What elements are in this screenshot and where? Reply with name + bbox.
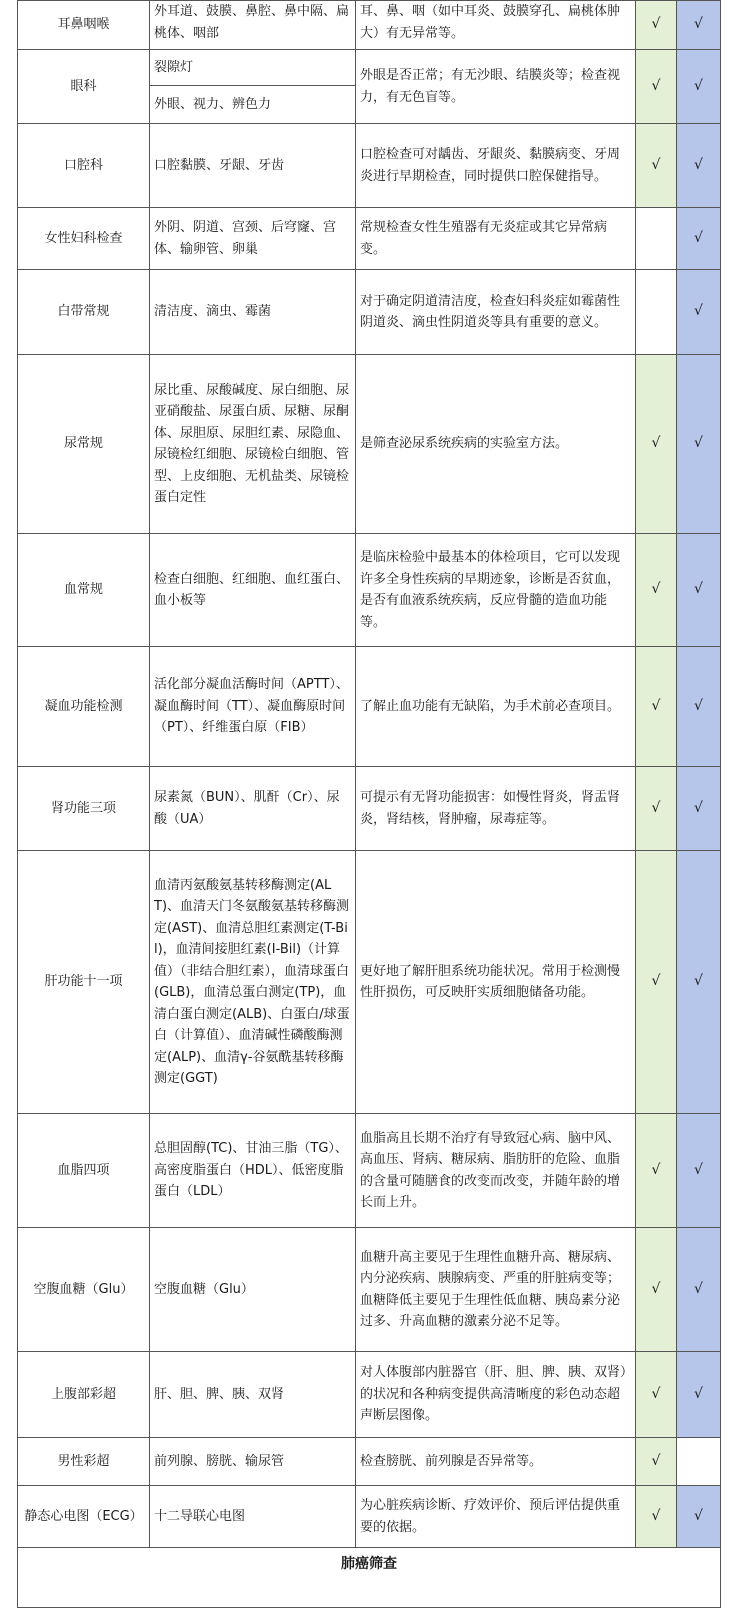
table-row [18,1486,721,1548]
item-content: 检查白细胞、红细胞、血红蛋白、血小板等 [150,534,356,647]
item-content: 外阴、阴道、宫颈、后穹窿、宫体、输卵管、卵巢 [150,208,356,270]
item-name: 肾功能三项 [18,767,150,851]
item-content: 十二导联心电图 [150,1486,356,1548]
check-female: √ [677,534,721,647]
item-description: 对于确定阴道清洁度，检查妇科炎症如霉菌性阴道炎、滴虫性阴道炎等具有重要的意义。 [356,270,636,355]
item-name: 血常规 [18,534,150,647]
item-content: 空腹血糖（Glu） [150,1228,356,1352]
check-female: √ [677,1,721,50]
item-description: 更好地了解肝胆系统功能状况。常用于检测慢性肝损伤，可反映肝实质细胞储备功能。 [356,851,636,1114]
item-description: 对人体腹部内脏器官（肝、胆、脾、胰、双肾）的状况和各种病变提供高清晰度的彩色动态超声断层图像。 [356,1352,636,1438]
check-male: √ [636,1114,677,1228]
item-description: 了解止血功能有无缺陷，为手术前必查项目。 [356,647,636,767]
item-content: 活化部分凝血活酶时间（APTT）、凝血酶时间（TT）、凝血酶原时间（PT）、纤维蛋白原（FIB） [150,647,356,767]
item-content: 前列腺、膀胱、输尿管 [150,1438,356,1486]
check-female: √ [677,1352,721,1438]
table-row [18,270,721,355]
table-row [18,1352,721,1438]
check-female: √ [677,767,721,851]
check-male: √ [636,1352,677,1438]
check-male: √ [636,355,677,534]
table-row [18,208,721,270]
item-name: 女性妇科检查 [18,208,150,270]
item-content: 外眼、视力、辨色力 [150,86,356,124]
table-row [18,355,721,534]
table-row [18,767,721,851]
table-row [18,124,721,208]
check-male: √ [636,1486,677,1548]
check-female: √ [677,208,721,270]
item-description: 耳、鼻、咽（如中耳炎、鼓膜穿孔、扁桃体肿大）有无异常等。 [356,1,636,50]
item-content: 总胆固醇(TC)、甘油三脂（TG）、高密度脂蛋白（HDL）、低密度脂蛋白（LDL） [150,1114,356,1228]
check-female: √ [677,355,721,534]
item-description: 外眼是否正常；有无沙眼、结膜炎等；检查视力，有无色盲等。 [356,50,636,124]
item-content: 裂隙灯 [150,50,356,86]
check-male: √ [636,124,677,208]
check-male: √ [636,767,677,851]
item-name: 耳鼻咽喉 [18,1,150,50]
item-content: 口腔黏膜、牙龈、牙齿 [150,124,356,208]
item-name: 空腹血糖（Glu） [18,1228,150,1352]
check-female: √ [677,1486,721,1548]
item-name: 白带常规 [18,270,150,355]
item-name: 血脂四项 [18,1114,150,1228]
check-female: √ [677,270,721,355]
check-male: √ [636,1,677,50]
item-description: 血糖升高主要见于生理性血糖升高、糖尿病、内分泌疾病、胰腺病变、严重的肝脏病变等；血糖降低主要见于生理性低血糖、胰岛素分泌过多、升高血糖的激素分泌不足等。 [356,1228,636,1352]
check-female: √ [677,647,721,767]
item-name: 静态心电图（ECG） [18,1486,150,1548]
item-description: 是临床检验中最基本的体检项目，它可以发现许多全身性疾病的早期迹象，诊断是否贫血，是否有血液系统疾病，反应骨髓的造血功能等。 [356,534,636,647]
table-row [18,50,721,86]
check-female [677,1438,721,1486]
item-content: 外耳道、鼓膜、鼻腔、鼻中隔、扁桃体、咽部 [150,1,356,50]
check-male [636,208,677,270]
item-description: 可提示有无肾功能损害：如慢性肾炎，肾盂肾炎，肾结核，肾肿瘤，尿毒症等。 [356,767,636,851]
item-name: 肝功能十一项 [18,851,150,1114]
check-female: √ [677,50,721,124]
item-description: 常规检查女性生殖器有无炎症或其它异常病变。 [356,208,636,270]
check-male: √ [636,1438,677,1486]
item-name: 男性彩超 [18,1438,150,1486]
exam-items-table [17,0,721,1608]
item-content: 清洁度、滴虫、霉菌 [150,270,356,355]
table-row [18,1228,721,1352]
item-description: 检查膀胱、前列腺是否异常等。 [356,1438,636,1486]
item-name: 口腔科 [18,124,150,208]
check-male: √ [636,1228,677,1352]
item-name: 眼科 [18,50,150,124]
item-description: 血脂高且长期不治疗有导致冠心病、脑中风、高血压、肾病、糖尿病、脂肪肝的危险、血脂的含量可随膳食的改变而改变，并随年龄的增长而上升。 [356,1114,636,1228]
item-name: 尿常规 [18,355,150,534]
section-title: 肺癌筛查 [18,1548,721,1608]
check-male: √ [636,534,677,647]
check-male: √ [636,647,677,767]
check-female: √ [677,851,721,1114]
table-row [18,1114,721,1228]
check-male: √ [636,50,677,124]
item-name: 上腹部彩超 [18,1352,150,1438]
item-content: 尿比重、尿酸碱度、尿白细胞、尿亚硝酸盐、尿蛋白质、尿糖、尿酮体、尿胆原、尿胆红素、尿隐血、尿镜检红细胞、尿镜检白细胞、管型、上皮细胞、无机盐类、尿镜检蛋白定性 [150,355,356,534]
item-content: 尿素氮（BUN）、肌酐（Cr）、尿酸（UA） [150,767,356,851]
item-content: 血清丙氨酸氨基转移酶测定(ALT)、血清天门冬氨酸氨基转移酶测定(AST)、血清总胆红素测定(T-Bil)，血清间接胆红素(I-Bil)（计算值）（非结合胆红素），血清球蛋白(GLB)，血清总蛋白测定(TP)，血清白蛋白测定(ALB)、白蛋白/球蛋白（计算值）、血清碱性磷酸酶测定(ALP)、血清γ-谷氨酰基转移酶测定(GGT) [150,851,356,1114]
item-description: 是筛查泌尿系统疾病的实验室方法。 [356,355,636,534]
item-content: 肝、胆、脾、胰、双肾 [150,1352,356,1438]
item-name: 凝血功能检测 [18,647,150,767]
check-female: √ [677,1114,721,1228]
table-row [18,851,721,1114]
item-description: 口腔检查可对龋齿、牙龈炎、黏膜病变、牙周炎进行早期检查，同时提供口腔保健指导。 [356,124,636,208]
exam-table-container [17,0,720,1608]
check-male: √ [636,851,677,1114]
table-row [18,1438,721,1486]
section-header-row [18,1548,721,1608]
table-row [18,1,721,50]
item-description: 为心脏疾病诊断、疗效评价、预后评估提供重要的依据。 [356,1486,636,1548]
check-male [636,270,677,355]
check-female: √ [677,124,721,208]
table-row [18,534,721,647]
table-row [18,647,721,767]
check-female: √ [677,1228,721,1352]
